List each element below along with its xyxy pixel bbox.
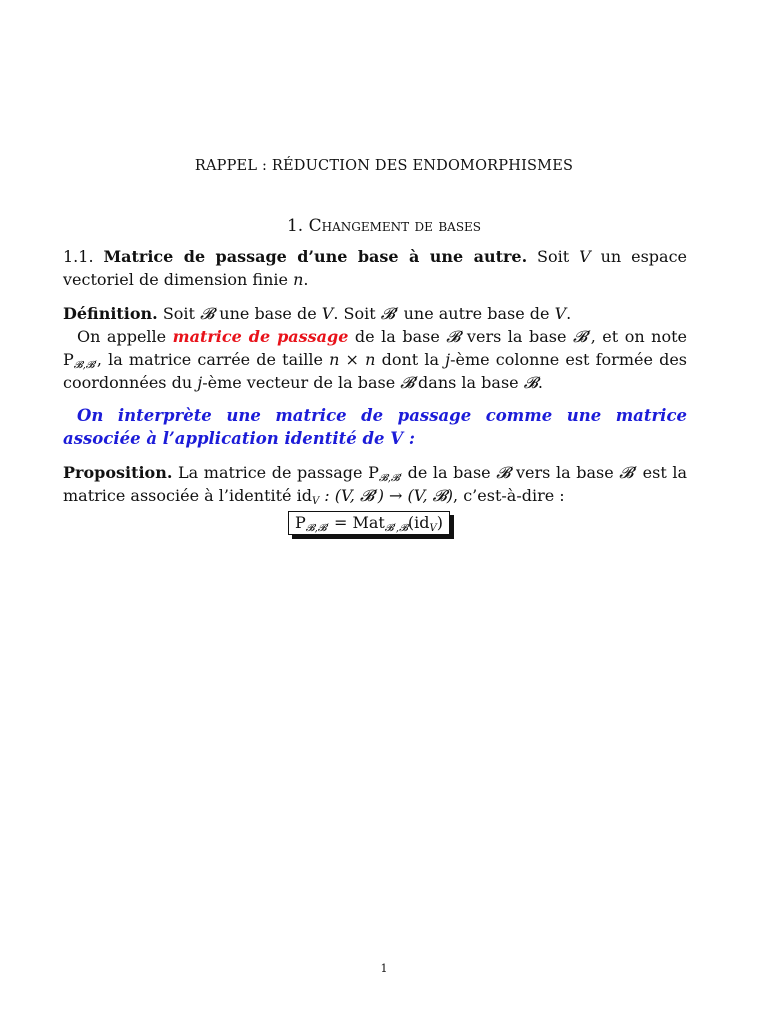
page-number: 1	[380, 962, 388, 975]
math-map: : (V, 𝓑′) → (V, 𝓑)	[324, 486, 454, 505]
definition-p2: de la base	[348, 327, 447, 346]
formula-P: P	[295, 513, 306, 532]
document-title: RAPPEL : RÉDUCTION DES ENDOMORPHISMES	[194, 158, 574, 174]
math-j: j	[197, 373, 203, 392]
math-V: V	[321, 304, 334, 323]
math-Bprime: 𝓑′	[400, 373, 419, 392]
remark-end: :	[403, 429, 415, 448]
formula-P-subscript: 𝓑,𝓑′	[305, 523, 329, 534]
definition-t2: une base de	[214, 304, 322, 323]
math-V: V	[554, 304, 567, 323]
math-P: P	[368, 463, 379, 482]
math-Bprime: 𝓑′	[572, 327, 591, 346]
definition-line	[63, 302, 687, 325]
subsection-text-c: .	[303, 270, 309, 289]
remark-text: On interprète une matrice de passage comme une matrice associée à l’application identité de	[63, 406, 687, 448]
definition-label: Définition.	[63, 304, 158, 323]
definition-p1: On appelle	[77, 327, 173, 346]
section-name: Changement de bases	[308, 216, 482, 236]
definition-p3: vers la base	[460, 327, 573, 346]
math-P-subscript: 𝓑,𝓑′	[73, 360, 97, 371]
math-V: V	[579, 247, 591, 266]
subsection-text-a: Soit	[527, 247, 580, 266]
section-heading	[0, 216, 768, 236]
definition-p5: , la matrice carrée de taille	[96, 350, 330, 369]
math-n: n	[293, 270, 304, 289]
math-id: id	[296, 486, 312, 505]
definition-p4: , et on note	[590, 327, 687, 346]
formula-arg-close: )	[436, 513, 443, 532]
definition-paragraph	[63, 325, 687, 394]
definition-t4: une autre base de	[398, 304, 555, 323]
definition-p10: .	[537, 373, 543, 392]
formula-eq: = Mat	[328, 513, 385, 532]
math-B: 𝓑	[496, 463, 511, 482]
math-id-subscript: V	[311, 496, 320, 507]
formula-box	[288, 511, 450, 535]
math-B: 𝓑	[200, 304, 215, 323]
formula-id-subscript: V	[429, 523, 437, 534]
proposition-q4: est la matrice associée à l’identité	[63, 463, 688, 505]
math-nxn: n × n	[329, 350, 376, 369]
definition-t1: Soit	[157, 304, 201, 323]
proposition-q1: La matrice de passage	[172, 463, 369, 482]
subsection-number: 1.1.	[63, 247, 94, 266]
proposition-q5: , c’est-à-dire :	[453, 486, 565, 505]
definition-p6: dont la	[375, 350, 446, 369]
formula	[288, 511, 450, 535]
definition-p9: dans la base	[418, 373, 524, 392]
definition-p8: -ème vecteur de la base	[202, 373, 401, 392]
proposition-q3: vers la base	[510, 463, 620, 482]
section-number: 1.	[286, 216, 304, 236]
subsection-text-b: un espace vectoriel de dimension finie	[63, 247, 687, 289]
math-B: 𝓑	[446, 327, 461, 346]
math-Bprime: 𝓑′	[380, 304, 399, 323]
subsection-heading: Matrice de passage d’une base à une autre.	[103, 247, 528, 266]
math-P-subscript: 𝓑,𝓑′	[378, 473, 402, 484]
formula-mat-subscript: 𝓑′,𝓑	[384, 523, 408, 534]
proposition-label: Proposition.	[63, 463, 173, 482]
math-B: 𝓑	[523, 373, 538, 392]
subsection-paragraph	[63, 245, 687, 291]
definition-p7: -ème colonne est formée des coordonnées du	[63, 350, 688, 392]
proposition-paragraph	[63, 461, 687, 507]
definition-t5: .	[566, 304, 572, 323]
remark-math-V: V	[390, 429, 404, 448]
proposition-q2: de la base	[401, 463, 497, 482]
formula-arg-open: (id	[407, 513, 430, 532]
math-j: j	[445, 350, 451, 369]
remark-paragraph	[63, 404, 687, 450]
math-P: P	[63, 350, 74, 369]
definition-term: matrice de passage	[172, 327, 349, 346]
definition-t3: . Soit	[333, 304, 381, 323]
math-Bprime: 𝓑′	[619, 463, 638, 482]
